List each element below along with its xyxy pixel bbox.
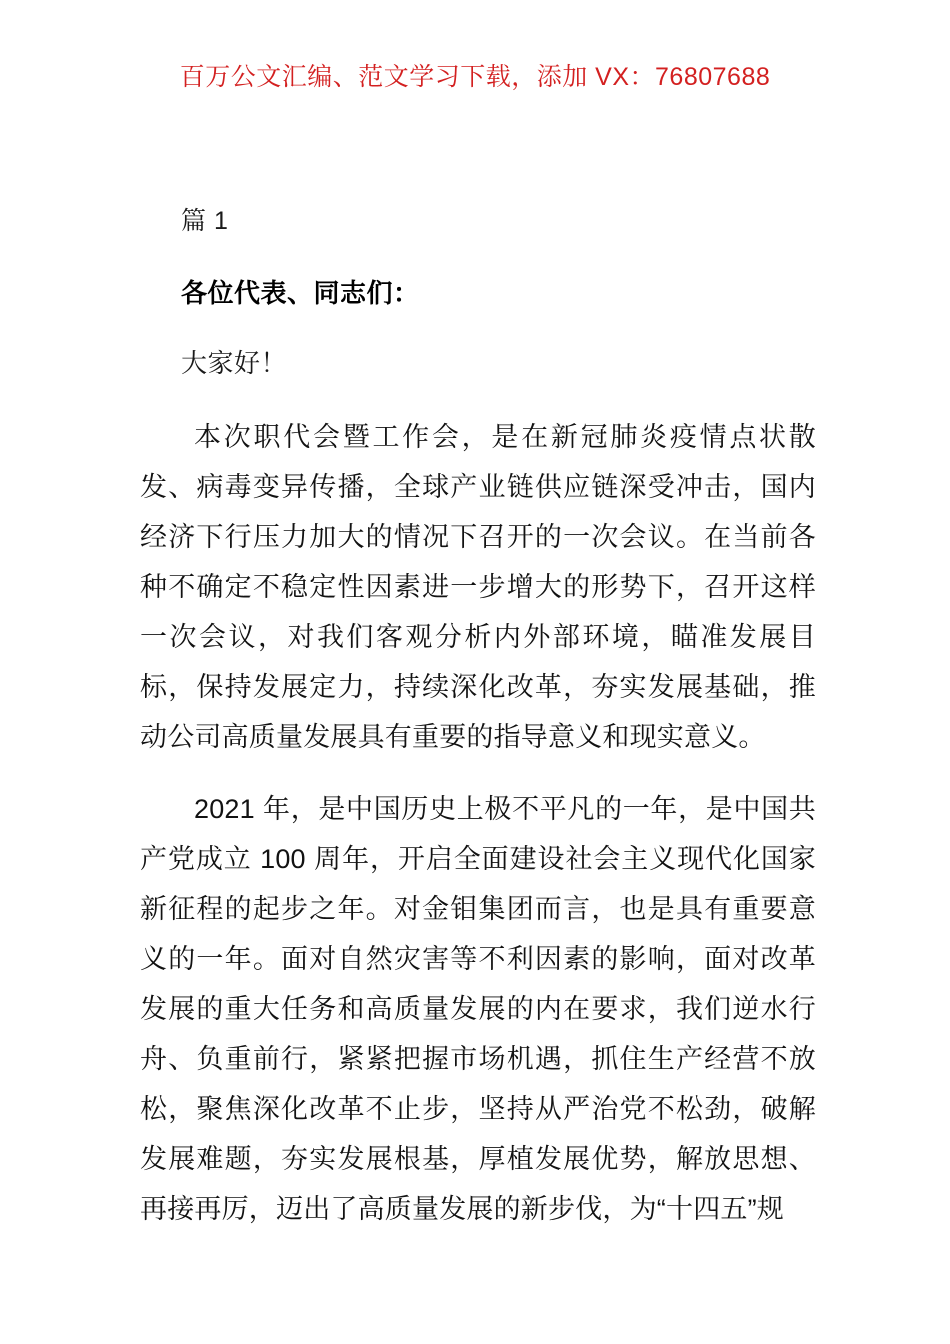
salutation-heading: 各位代表、同志们：	[181, 278, 420, 308]
document-body	[140, 196, 816, 1234]
piece-label: 篇 1	[181, 207, 229, 235]
greeting-line: 大家好！	[181, 348, 288, 378]
watermark-header: 百万公文汇编、范文学习下载，添加 VX：76807688	[179, 63, 771, 91]
body-paragraph-2: 2021 年，是中国历史上极不平凡的一年，是中国共产党成立 100 周年，开启全面建设社会主义现代化国家新征程的起步之年。对金钼集团而言，也是具有重要意义的一年。面对自然灾害等不利因素的影响，面对改革发展的重大任务和高质量发展的内在要求，我们逆水行舟、负重前行，紧紧把握市场机遇，抓住生产经营不放松，聚焦深化改革不止步，坚持从严治党不松劲，破解发展难题，夯实发展根基，厚植发展优势，解放思想、再接再厉，迈出了高质量发展的新步伐，为“十四五”规	[140, 794, 816, 1224]
body-paragraph-1: 本次职代会暨工作会，是在新冠肺炎疫情点状散发、病毒变异传播，全球产业链供应链深受冲击，国内经济下行压力加大的情况下召开的一次会议。在当前各种不确定不稳定性因素进一步增大的形势下，召开这样一次会议，对我们客观分析内外部环境，瞄准发展目标，保持发展定力，持续深化改革，夯实发展基础，推动公司高质量发展具有重要的指导意义和现实意义。	[140, 422, 816, 752]
